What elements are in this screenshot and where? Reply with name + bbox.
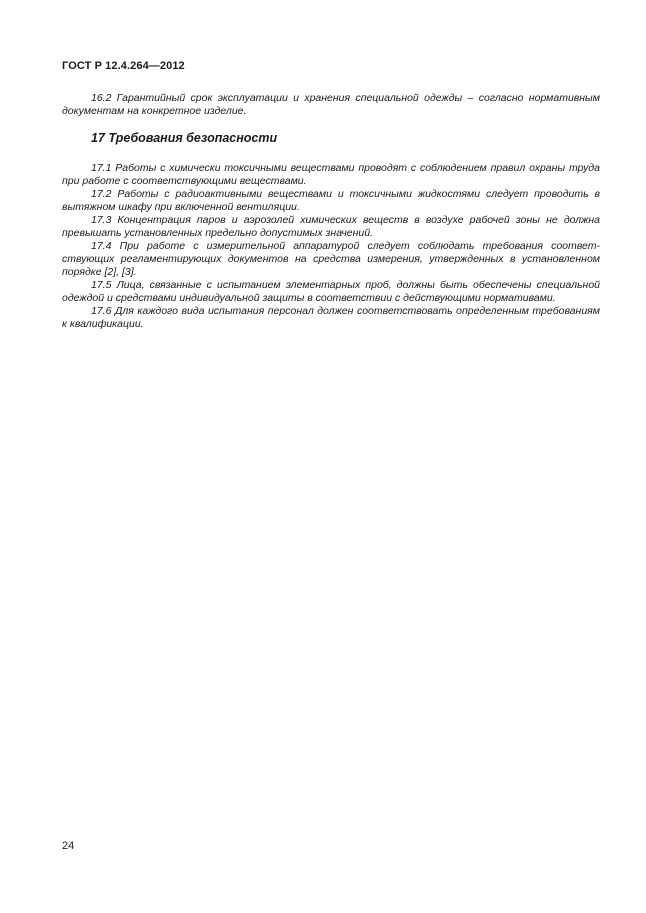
paragraph-17-3: 17.3 Концентрация паров и аэрозолей химических веществ в воздухе рабочей зоны не должна превышать установленных предельно допустимых значений. bbox=[62, 214, 600, 239]
page-number: 24 bbox=[62, 840, 75, 852]
paragraph-17-6: 17.6 Для каждого вида испытания персонал должен соответствовать определенным требованиям к квалификации. bbox=[62, 305, 600, 330]
paragraph-16-2: 16.2 Гарантийный срок эксплуатации и хранения специальной одежды – согласно нормативным документам на конкретное изделие. bbox=[62, 92, 600, 117]
paragraph-17-5: 17.5 Лица, связанные с испытанием элементарных проб, должны быть обеспечены специальной одеждой и средствами индивидуальной защиты в соответствии с действующими нормативами. bbox=[62, 279, 600, 304]
page-body bbox=[62, 92, 600, 331]
paragraph-17-4: 17.4 При работе с измерительной аппаратурой следует соблюдать требования соответствующих регламентирующих документов на средства измерения, утвержденных в установленном порядке [2], [3]. bbox=[62, 240, 600, 278]
document-code-header: ГОСТ Р 12.4.264—2012 bbox=[62, 60, 185, 72]
paragraph-17-2: 17.2 Работы с радиоактивными веществами и токсичными жидкостями следует проводить в вытяжном шкафу при включенной вентиляции. bbox=[62, 188, 600, 213]
section-title-safety: 17 Требования безопасности bbox=[91, 131, 278, 145]
paragraph-17-1: 17.1 Работы с химически токсичными веществами проводят с соблюдением правил охраны труда при работе с соответствующими веществами. bbox=[62, 162, 600, 187]
